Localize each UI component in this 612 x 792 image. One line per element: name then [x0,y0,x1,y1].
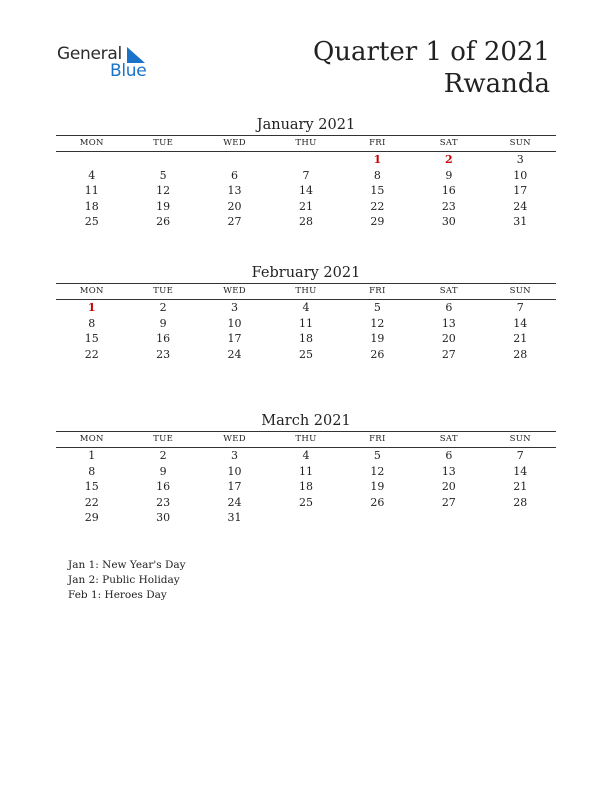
day-cell: 16 [156,480,171,493]
weekday-header: FRI [369,434,386,444]
day-cell: 16 [441,184,456,197]
day-cell: 8 [88,316,96,330]
week-row [56,464,556,480]
weekday-header: WED [223,434,246,444]
day-cell: 17 [227,480,242,493]
day-cell: 9 [159,316,167,330]
weekday-header: FRI [369,286,386,296]
week-row [56,183,556,199]
title-country: Rwanda [443,69,550,99]
month-title: January 2021 [256,117,356,133]
day-cell: 11 [298,316,313,330]
day-cell: 10 [227,464,242,478]
month-title: March 2021 [261,413,351,429]
day-cell [270,510,341,526]
day-cell: 15 [84,332,99,345]
day-cell: 22 [370,199,385,213]
day-cell: 17 [513,184,528,197]
day-cell: 27 [441,347,456,361]
day-cell: 14 [513,316,528,330]
title-quarter: Quarter 1 of 2021 [312,37,550,67]
day-cell: 12 [156,184,171,197]
day-cell: 18 [298,332,313,345]
month-calendar-march [56,411,556,526]
day-cell: 31 [513,215,528,228]
day-cell: 3 [231,449,239,462]
day-cell: 1 [373,153,382,166]
day-cell: 20 [227,199,242,213]
day-cell: 25 [298,347,313,361]
weekday-header: MON [79,138,104,148]
day-cell: 21 [298,199,313,213]
day-cell: 1 [87,301,96,314]
week-row [56,316,556,332]
day-cell: 5 [159,168,167,182]
day-cell: 3 [231,301,239,314]
day-cell: 19 [370,332,385,345]
day-cell: 2 [444,153,453,166]
weekday-header: FRI [369,138,386,148]
month-weeks [56,152,556,230]
weekday-header: MON [79,286,104,296]
day-cell: 26 [156,215,171,228]
day-cell: 6 [445,301,453,314]
day-cell: 8 [373,168,381,182]
week-row [56,347,556,363]
week-row [56,510,556,526]
day-cell: 9 [159,464,167,478]
day-cell: 7 [516,301,524,314]
day-cell: 12 [370,464,385,478]
day-cell: 24 [227,347,242,361]
day-cell: 12 [370,316,385,330]
week-row [56,214,556,230]
week-row [56,152,556,168]
day-cell: 7 [516,449,524,462]
day-cell [56,152,127,168]
day-cell: 23 [156,495,171,509]
day-cell: 7 [302,168,310,182]
weekday-header: SAT [439,434,458,444]
weekday-header: TUE [153,434,174,444]
day-cell [127,152,198,168]
day-cell: 5 [373,301,381,314]
day-cell: 20 [441,332,456,345]
day-cell: 27 [441,495,456,509]
week-row [56,448,556,464]
day-cell: 21 [513,332,528,345]
day-cell: 26 [370,495,385,509]
week-row [56,168,556,184]
day-cell [413,510,484,526]
day-cell: 22 [84,347,99,361]
day-cell: 14 [298,184,313,197]
day-cell: 28 [513,495,528,509]
month-calendar-january [56,115,556,230]
logo-blue-text: Blue [110,61,147,81]
weekday-header: SAT [439,138,458,148]
weekday-header-row [56,283,556,300]
day-cell: 13 [441,316,456,330]
week-row [56,479,556,495]
weekday-header-row [56,431,556,448]
weekday-header: SUN [509,286,531,296]
day-cell: 25 [84,215,99,228]
day-cell: 21 [513,480,528,493]
weekday-header: SAT [439,286,458,296]
day-cell: 17 [227,332,242,345]
day-cell: 28 [513,347,528,361]
day-cell: 16 [156,332,171,345]
day-cell: 10 [513,168,528,182]
day-cell: 23 [441,199,456,213]
day-cell: 4 [302,449,310,462]
week-row [56,300,556,316]
holiday-note: Jan 1: New Year's Day [68,559,186,571]
day-cell: 30 [441,215,456,228]
weekday-header: TUE [153,138,174,148]
day-cell: 29 [84,511,99,524]
day-cell: 20 [441,480,456,493]
day-cell: 19 [370,480,385,493]
day-cell: 6 [445,449,453,462]
holiday-note: Jan 2: Public Holiday [68,574,180,586]
day-cell: 14 [513,464,528,478]
holiday-note: Feb 1: Heroes Day [68,589,167,601]
day-cell: 5 [373,449,381,462]
logo-general-text: General [57,44,122,64]
holiday-notes [68,558,186,603]
day-cell: 2 [159,449,167,462]
day-cell: 18 [84,199,99,213]
day-cell [342,510,413,526]
day-cell: 31 [227,511,242,524]
weekday-header: TUE [153,286,174,296]
week-row [56,331,556,347]
month-weeks [56,448,556,526]
day-cell [485,510,556,526]
weekday-header-row [56,135,556,152]
day-cell: 19 [156,199,171,213]
weekday-header: WED [223,138,246,148]
weekday-header: THU [295,286,317,296]
day-cell: 1 [88,449,96,462]
day-cell: 8 [88,464,96,478]
day-cell: 27 [227,215,242,228]
day-cell [270,152,341,168]
day-cell: 28 [298,215,313,228]
month-calendar-february [56,263,556,362]
day-cell: 24 [513,199,528,213]
day-cell: 13 [441,464,456,478]
day-cell: 10 [227,316,242,330]
day-cell: 11 [84,184,99,197]
month-title: February 2021 [251,265,361,281]
day-cell: 26 [370,347,385,361]
month-weeks [56,300,556,362]
page-title [313,36,550,100]
day-cell: 23 [156,347,171,361]
day-cell: 15 [84,480,99,493]
day-cell: 15 [370,184,385,197]
weekday-header: THU [295,434,317,444]
day-cell: 11 [298,464,313,478]
weekday-header: MON [79,434,104,444]
day-cell: 22 [84,495,99,509]
weekday-header: SUN [509,434,531,444]
day-cell: 18 [298,480,313,493]
day-cell [199,152,270,168]
day-cell: 6 [231,168,239,182]
day-cell: 13 [227,184,242,197]
day-cell: 4 [302,301,310,314]
day-cell: 25 [298,495,313,509]
day-cell: 9 [445,168,453,182]
weekday-header: WED [223,286,246,296]
weekday-header: SUN [509,138,531,148]
day-cell: 4 [88,168,96,182]
day-cell: 30 [156,511,171,524]
day-cell: 2 [159,301,167,314]
day-cell: 3 [516,153,524,166]
week-row [56,199,556,215]
weekday-header: THU [295,138,317,148]
generalblue-logo [57,44,157,80]
day-cell: 24 [227,495,242,509]
day-cell: 29 [370,215,385,228]
week-row [56,495,556,511]
